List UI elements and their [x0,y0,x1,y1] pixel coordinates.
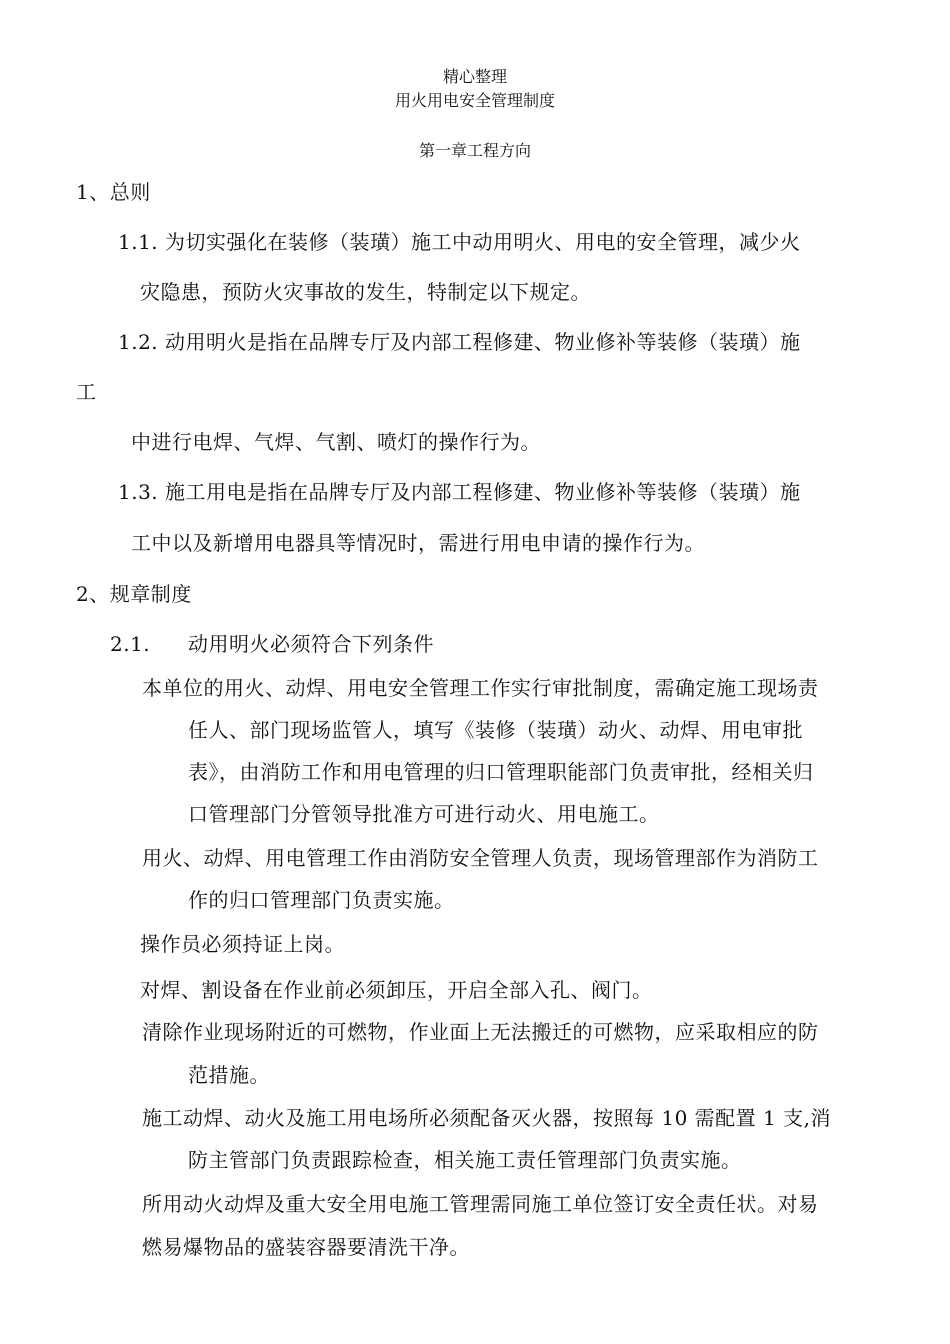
paragraph-1-1-line-2: 灾隐患，预防火灾事故的发生，特制定以下规定。 [140,280,591,304]
paragraph-1-2-line-2: 工 [76,380,97,404]
rule-item-7-line-2: 燃易爆物品的盛装容器要清洗干净。 [142,1235,470,1259]
section-heading-general: 1、总则 [76,180,151,204]
document-title: 用火用电安全管理制度 [394,91,555,110]
watermark-text: 精心整理 [442,67,507,86]
rule-item-1-line-3: 表》，由消防工作和用电管理的归口管理职能部门负责审批，经相关归 [188,760,814,784]
rule-item-5-line-1: 清除作业现场附近的可燃物，作业面上无法搬迁的可燃物，应采取相应的防 [142,1020,819,1044]
subsection-title: 动用明火必须符合下列条件 [188,632,434,656]
paragraph-1-1-line-1: 1.1. 为切实强化在装修（装璜）施工中动用明火、用电的安全管理，减少火 [118,230,801,254]
rule-item-1-line-4: 口管理部门分管领导批准方可进行动火、用电施工。 [188,802,660,826]
subsection-number: 2.1. [110,632,151,656]
rule-item-7-line-1: 所用动火动焊及重大安全用电施工管理需同施工单位签订安全责任状。对易 [142,1192,819,1216]
rule-item-1-line-2: 任人、部门现场监管人，填写《装修（装璜）动火、动焊、用电审批 [188,718,803,742]
rule-item-2-line-1: 用火、动焊、用电管理工作由消防安全管理人负责，现场管理部作为消防工 [142,846,819,870]
section-heading-rules: 2、规章制度 [76,582,192,606]
rule-item-6-line-2: 防主管部门负责跟踪检查，相关施工责任管理部门负责实施。 [188,1148,742,1172]
rule-item-4: 对焊、割设备在作业前必须卸压，开启全部入孔、阀门。 [140,978,653,1002]
rule-item-3: 操作员必须持证上岗。 [140,932,345,956]
paragraph-1-3-line-1: 1.3. 施工用电是指在品牌专厅及内部工程修建、物业修补等装修（装璜）施 [118,480,801,504]
paragraph-1-2-line-3: 中进行电焊、气焊、气割、喷灯的操作行为。 [131,430,541,454]
paragraph-1-2-line-1: 1.2. 动用明火是指在品牌专厅及内部工程修建、物业修补等装修（装璜）施 [118,330,801,354]
rule-item-5-line-2: 范措施。 [188,1063,270,1087]
paragraph-1-3-line-2: 工中以及新增用电器具等情况时，需进行用电申请的操作行为。 [131,531,705,555]
rule-item-2-line-2: 作的归口管理部门负责实施。 [188,888,455,912]
rule-item-6-line-1: 施工动焊、动火及施工用电场所必须配备灭火器，按照每 10 需配置 1 支,消 [142,1106,831,1130]
chapter-title: 第一章工程方向 [418,141,531,160]
rule-item-1-line-1: 本单位的用火、动焊、用电安全管理工作实行审批制度，需确定施工现场责 [142,676,819,700]
